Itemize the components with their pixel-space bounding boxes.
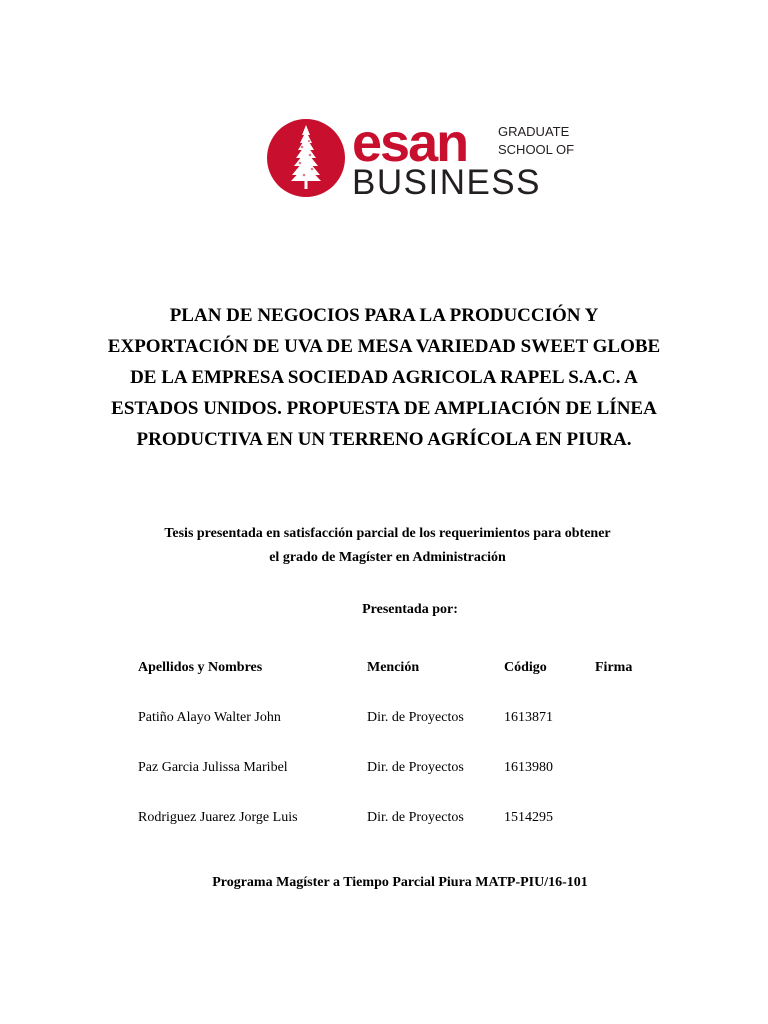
logo-line3-text: BUSINESS xyxy=(352,163,541,202)
authors-table xyxy=(138,658,658,858)
esan-logo xyxy=(266,113,575,202)
subtitle-line: Tesis presentada en satisfacción parcial de los requerimientos para obtener xyxy=(164,526,611,541)
header-sign: Firma xyxy=(595,660,633,675)
header-code: Código xyxy=(504,660,547,675)
header-name: Apellidos y Nombres xyxy=(138,660,263,675)
header-mention: Mención xyxy=(367,660,420,675)
title-line: PLAN DE NEGOCIOS PARA LA PRODUCCIÓN Y xyxy=(169,305,599,326)
author-name: Rodriguez Juarez Jorge Luis xyxy=(138,810,298,825)
author-mention: Dir. de Proyectos xyxy=(367,760,464,775)
author-name: Patiño Alayo Walter John xyxy=(138,710,281,725)
title-line: DE LA EMPRESA SOCIEDAD AGRICOLA RAPEL S.A.C. A xyxy=(130,367,638,388)
logo-brand-text: esan xyxy=(352,113,468,173)
title-line: PRODUCTIVA EN UN TERRENO AGRÍCOLA EN PIURA. xyxy=(136,429,632,450)
author-mention: Dir. de Proyectos xyxy=(367,810,464,825)
table-header-row xyxy=(138,658,658,678)
logo-line1-text: GRADUATE xyxy=(498,124,570,139)
table-row xyxy=(138,808,658,828)
author-name: Paz Garcia Julissa Maribel xyxy=(138,760,288,775)
author-code: 1613871 xyxy=(504,710,553,725)
title-line: EXPORTACIÓN DE UVA DE MESA VARIEDAD SWEET GLOBE xyxy=(107,336,661,357)
program-name: Programa Magíster a Tiempo Parcial Piura MATP-PIU/16-101 xyxy=(212,875,588,890)
logo-line2-text: SCHOOL OF xyxy=(498,142,575,157)
table-row xyxy=(138,758,658,778)
author-mention: Dir. de Proyectos xyxy=(367,710,464,725)
thesis-title xyxy=(100,300,668,455)
author-code: 1613980 xyxy=(504,760,553,775)
author-code: 1514295 xyxy=(504,810,553,825)
thesis-subtitle xyxy=(100,522,675,570)
title-line: ESTADOS UNIDOS. PROPUESTA DE AMPLIACIÓN DE LÍNEA xyxy=(111,398,657,419)
table-row xyxy=(138,708,658,728)
subtitle-line: el grado de Magíster en Administración xyxy=(269,550,506,565)
presented-by-label: Presentada por: xyxy=(362,602,458,617)
